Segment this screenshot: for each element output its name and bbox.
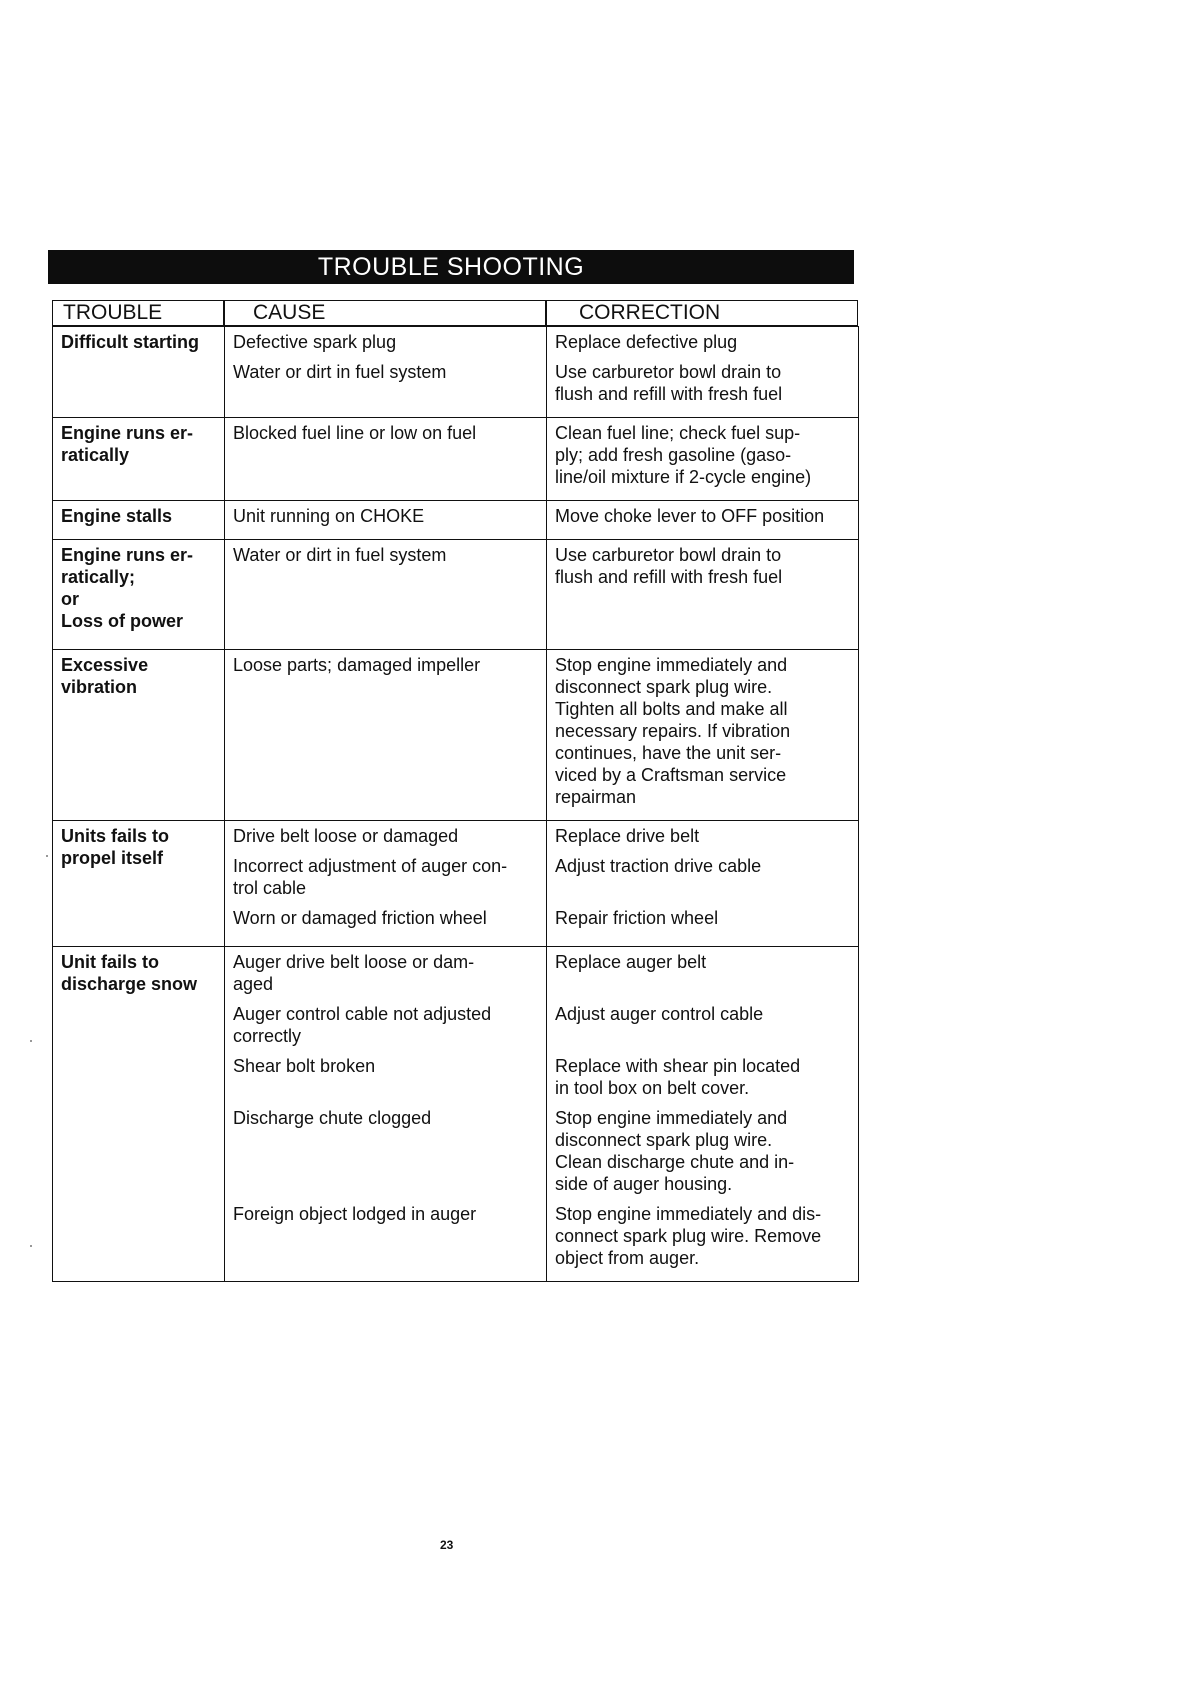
correction-entry xyxy=(555,654,850,808)
correction-text: ply; add fresh gasoline (gaso- xyxy=(555,445,792,465)
correction-text: Replace defective plug xyxy=(555,332,738,352)
trouble-text: vibration xyxy=(61,677,138,697)
correction-text: in tool box on belt cover. xyxy=(555,1078,750,1098)
correction-entry xyxy=(555,361,850,405)
table-row xyxy=(53,540,859,650)
correction-entry xyxy=(555,331,850,353)
trouble-cell xyxy=(53,650,225,821)
page-title: TROUBLE SHOOTING xyxy=(317,253,585,281)
troubleshooting-table xyxy=(52,326,859,1282)
correction-text: repairman xyxy=(555,787,637,807)
correction-cell xyxy=(547,821,859,947)
cause-entry xyxy=(233,544,538,588)
trouble-cell xyxy=(53,501,225,540)
correction-entry xyxy=(555,951,850,995)
table-row xyxy=(53,418,859,501)
cause-cell xyxy=(225,821,547,947)
trouble-text: Difficult starting xyxy=(61,332,199,352)
trouble-text: Engine stalls xyxy=(61,506,173,526)
cause-text: Auger control cable not adjusted xyxy=(233,1004,492,1024)
cause-text: Shear bolt broken xyxy=(233,1056,376,1076)
trouble-cell xyxy=(53,540,225,650)
cause-cell xyxy=(225,418,547,501)
trouble-text: propel itself xyxy=(61,848,164,868)
trouble-cell xyxy=(53,327,225,418)
correction-text: Move choke lever to OFF position xyxy=(555,506,825,526)
scan-speck xyxy=(30,1040,32,1042)
header-correction-label: CORRECTION xyxy=(579,301,721,324)
correction-entry xyxy=(555,544,850,588)
cause-entry xyxy=(233,1055,538,1099)
correction-text: Use carburetor bowl drain to xyxy=(555,362,782,382)
header-trouble xyxy=(52,300,224,326)
cause-text: Water or dirt in fuel system xyxy=(233,362,447,382)
correction-text: Adjust auger control cable xyxy=(555,1004,764,1024)
trouble-text: Units fails to xyxy=(61,826,170,846)
trouble-text: Loss of power xyxy=(61,611,184,631)
correction-text: Repair friction wheel xyxy=(555,908,719,928)
cause-text: trol cable xyxy=(233,878,307,898)
cause-cell xyxy=(225,650,547,821)
cause-text: correctly xyxy=(233,1026,302,1046)
cause-text: Defective spark plug xyxy=(233,332,397,352)
cause-cell xyxy=(225,947,547,1282)
cause-entry xyxy=(233,951,538,995)
table-row xyxy=(53,821,859,947)
table-row xyxy=(53,501,859,540)
correction-text: Stop engine immediately and dis- xyxy=(555,1204,822,1224)
table-row xyxy=(53,947,859,1282)
correction-entry xyxy=(555,855,850,899)
cause-entry xyxy=(233,825,538,847)
trouble-text: Engine runs er- xyxy=(61,423,194,443)
cause-entry xyxy=(233,331,538,353)
correction-text: object from auger. xyxy=(555,1248,700,1268)
page-number: 23 xyxy=(440,1538,454,1552)
header-correction xyxy=(546,300,858,326)
cause-text: Water or dirt in fuel system xyxy=(233,545,447,565)
trouble-cell xyxy=(53,947,225,1282)
cause-text: Blocked fuel line or low on fuel xyxy=(233,423,477,443)
correction-cell xyxy=(547,540,859,650)
trouble-text: or xyxy=(61,589,79,609)
header-cause-label: CAUSE xyxy=(253,301,326,324)
trouble-text: Engine runs er- xyxy=(61,545,194,565)
correction-text: flush and refill with fresh fuel xyxy=(555,567,783,587)
trouble-text: Unit fails to xyxy=(61,952,159,972)
cause-entry xyxy=(233,1003,538,1047)
cause-text: aged xyxy=(233,974,274,994)
cause-text: Foreign object lodged in auger xyxy=(233,1204,477,1224)
correction-text: side of auger housing. xyxy=(555,1174,733,1194)
cause-cell xyxy=(225,540,547,650)
cause-entry xyxy=(233,855,538,899)
correction-cell xyxy=(547,327,859,418)
correction-entry xyxy=(555,825,850,847)
correction-text: Clean discharge chute and in- xyxy=(555,1152,795,1172)
cause-text: Drive belt loose or damaged xyxy=(233,826,459,846)
cause-entry xyxy=(233,422,538,488)
scan-speck xyxy=(46,855,48,857)
correction-text: flush and refill with fresh fuel xyxy=(555,384,783,404)
correction-text: necessary repairs. If vibration xyxy=(555,721,791,741)
correction-entry xyxy=(555,422,850,488)
cause-cell xyxy=(225,501,547,540)
correction-text: Tighten all bolts and make all xyxy=(555,699,788,719)
correction-cell xyxy=(547,418,859,501)
trouble-text: ratically; xyxy=(61,567,136,587)
trouble-text: ratically xyxy=(61,445,130,465)
cause-cell xyxy=(225,327,547,418)
cause-text: Discharge chute clogged xyxy=(233,1108,432,1128)
correction-cell xyxy=(547,947,859,1282)
correction-text: Adjust traction drive cable xyxy=(555,856,762,876)
correction-text: Replace with shear pin located xyxy=(555,1056,801,1076)
trouble-cell xyxy=(53,821,225,947)
header-cause xyxy=(224,300,546,326)
cause-text: Incorrect adjustment of auger con- xyxy=(233,856,508,876)
cause-entry xyxy=(233,654,538,808)
cause-text: Loose parts; damaged impeller xyxy=(233,655,481,675)
cause-entry xyxy=(233,361,538,405)
correction-entry xyxy=(555,1203,850,1269)
trouble-cell xyxy=(53,418,225,501)
correction-text: disconnect spark plug wire. xyxy=(555,1130,773,1150)
trouble-text: discharge snow xyxy=(61,974,198,994)
correction-cell xyxy=(547,650,859,821)
scan-speck xyxy=(30,1245,32,1247)
correction-text: Stop engine immediately and xyxy=(555,655,788,675)
correction-text: Clean fuel line; check fuel sup- xyxy=(555,423,801,443)
cause-entry xyxy=(233,907,538,929)
correction-text: connect spark plug wire. Remove xyxy=(555,1226,822,1246)
correction-cell xyxy=(547,501,859,540)
cause-text: Auger drive belt loose or dam- xyxy=(233,952,475,972)
correction-entry xyxy=(555,1055,850,1099)
correction-text: disconnect spark plug wire. xyxy=(555,677,773,697)
correction-entry xyxy=(555,505,850,527)
correction-entry xyxy=(555,1003,850,1047)
cause-text: Unit running on CHOKE xyxy=(233,506,425,526)
correction-text: continues, have the unit ser- xyxy=(555,743,782,763)
table-row xyxy=(53,650,859,821)
correction-entry xyxy=(555,1107,850,1195)
cause-entry xyxy=(233,505,538,527)
cause-text: Worn or damaged friction wheel xyxy=(233,908,487,928)
correction-text: Stop engine immediately and xyxy=(555,1108,788,1128)
header-trouble-label: TROUBLE xyxy=(63,301,163,324)
correction-text: viced by a Craftsman service xyxy=(555,765,787,785)
cause-entry xyxy=(233,1107,538,1195)
correction-text: Replace auger belt xyxy=(555,952,707,972)
correction-text: line/oil mixture if 2-cycle engine) xyxy=(555,467,812,487)
correction-entry xyxy=(555,907,850,929)
troubleshooting-table-body xyxy=(53,327,859,1282)
table-row xyxy=(53,327,859,418)
cause-entry xyxy=(233,1203,538,1269)
correction-text: Replace drive belt xyxy=(555,826,700,846)
trouble-text: Excessive xyxy=(61,655,149,675)
correction-text: Use carburetor bowl drain to xyxy=(555,545,782,565)
page-title-banner xyxy=(48,250,854,284)
